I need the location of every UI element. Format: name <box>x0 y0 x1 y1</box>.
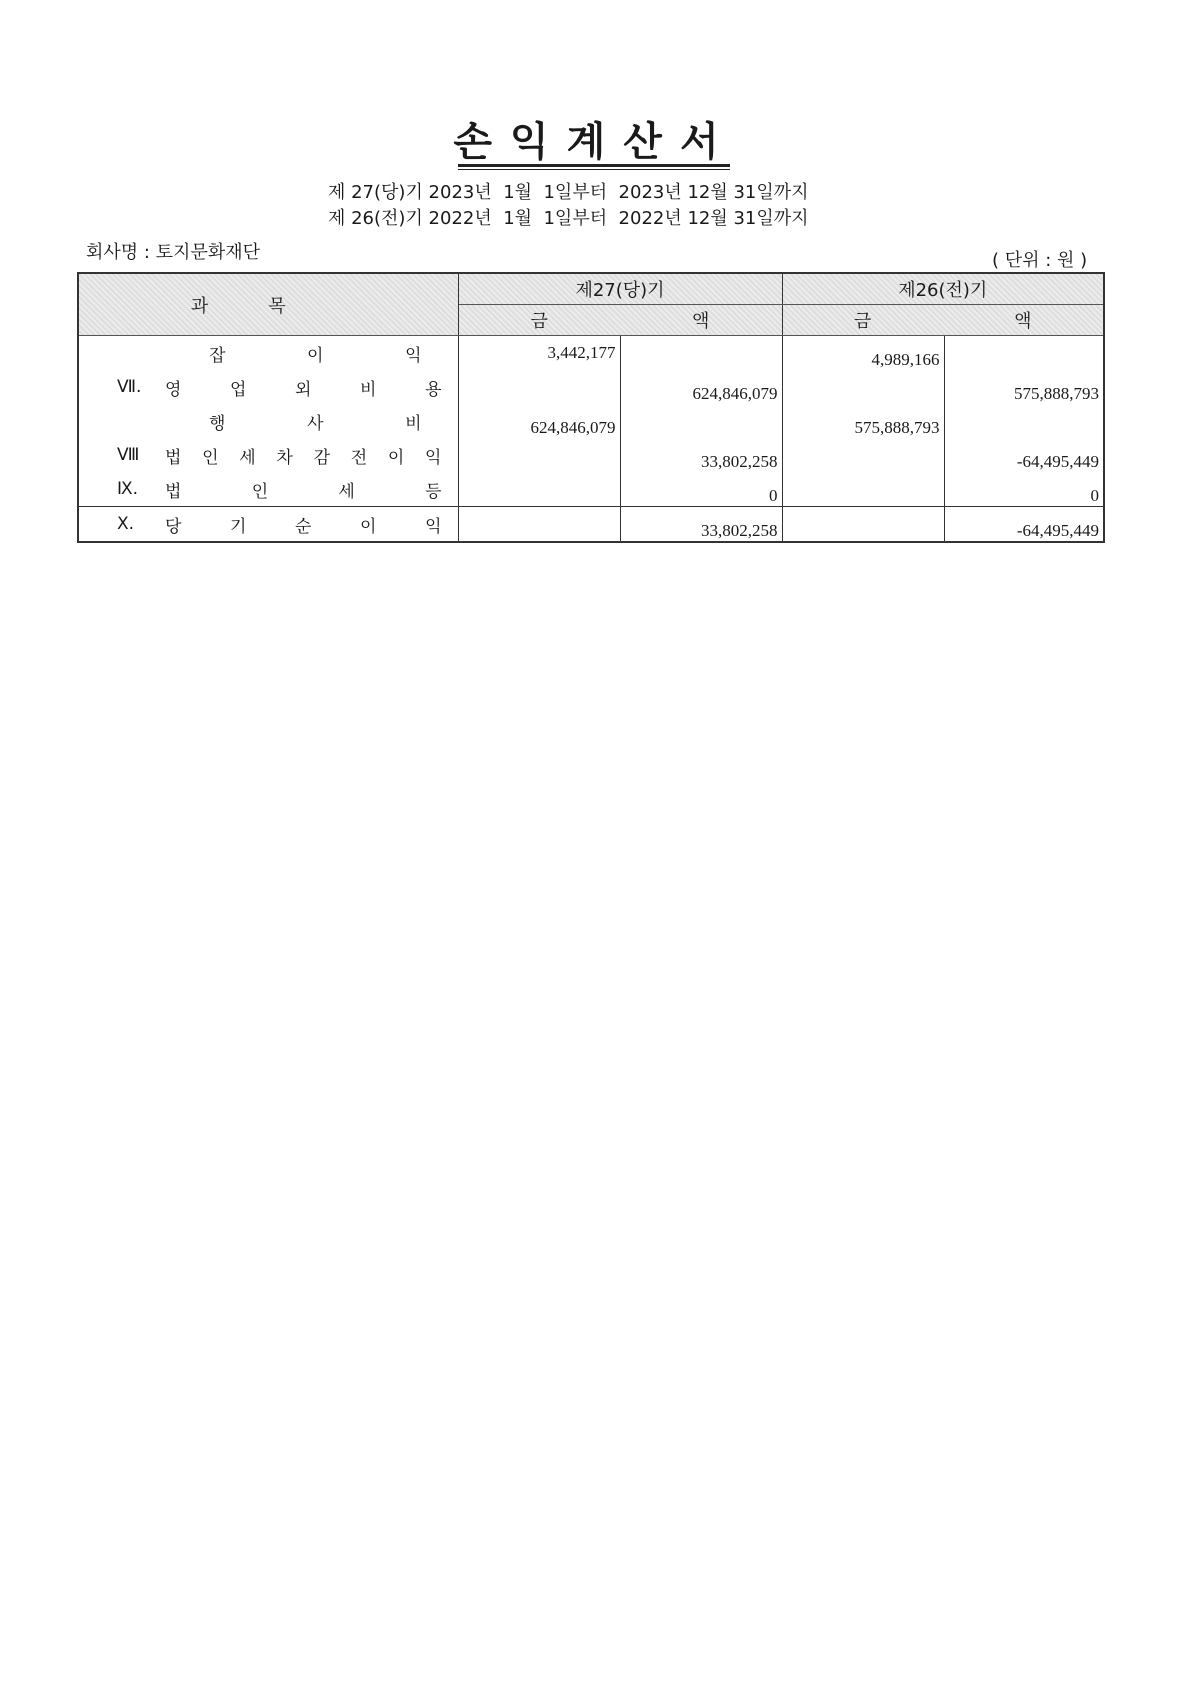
table-row <box>78 336 1104 371</box>
prior-amount-total: -64,495,449 <box>944 438 1104 472</box>
current-amount-total: 33,802,258 <box>620 438 782 472</box>
row-subject-char: 당 <box>165 516 182 537</box>
row-subject-char: 익 <box>425 516 442 537</box>
row-subject-char: 잡 <box>209 345 226 366</box>
header-prior-period: 제26(전)기 <box>782 273 1104 305</box>
row-subject-char: 인 <box>202 447 219 468</box>
row-subject-char: 세 <box>338 481 355 502</box>
unit-label: ( 단위 : 원 ) <box>992 250 1088 271</box>
prior-amount-detail: 575,888,793 <box>782 404 944 438</box>
amount-label-left: 금 <box>853 311 872 332</box>
company-name: 회사명 : 토지문화재단 <box>86 242 260 263</box>
current-amount-detail <box>458 370 620 404</box>
prior-amount-detail: 4,989,166 <box>782 336 944 371</box>
row-subject-char: 익 <box>405 345 422 366</box>
current-amount-total: 624,846,079 <box>620 370 782 404</box>
row-roman-numeral: Ⅷ <box>117 445 145 465</box>
row-subject-char: 등 <box>425 481 442 502</box>
row-subject-char: 익 <box>424 447 442 468</box>
row-subject <box>78 370 458 404</box>
prior-amount-detail <box>782 507 944 543</box>
row-roman-numeral: Ⅸ. <box>117 479 144 499</box>
row-subject <box>78 507 458 543</box>
row-subject-char: 비 <box>405 413 422 434</box>
amount-label-right: 액 <box>692 311 710 332</box>
table-row <box>78 507 1104 543</box>
prior-amount-detail <box>782 438 944 472</box>
period-current: 제 27(당)기 2023년 1월 1일부터 2023년 12월 31일까지 <box>328 182 809 203</box>
row-subject-char: 차 <box>276 447 293 468</box>
period-prior: 제 26(전)기 2022년 1월 1일부터 2022년 12월 31일까지 <box>328 208 809 229</box>
row-subject-char: 기 <box>230 516 247 537</box>
document-title: 손익계산서 <box>453 119 737 165</box>
table-row <box>78 404 1104 438</box>
current-amount-detail <box>458 507 620 543</box>
header-subject: 과목 <box>78 273 458 336</box>
header-current-period: 제27(당)기 <box>458 273 782 305</box>
header-prior-amount <box>782 305 1104 336</box>
table-row <box>78 438 1104 472</box>
amount-label-right: 액 <box>1014 311 1032 332</box>
row-subject <box>78 336 458 371</box>
row-roman-numeral: Ⅹ. <box>117 514 140 534</box>
prior-amount-total <box>944 404 1104 438</box>
row-subject-char: 인 <box>251 481 269 502</box>
table-row <box>78 370 1104 404</box>
row-subject <box>78 438 458 472</box>
row-subject-char: 이 <box>387 447 405 468</box>
row-roman-numeral: Ⅶ. <box>117 377 147 397</box>
row-subject-char: 순 <box>295 516 312 537</box>
row-subject-char: 이 <box>307 345 324 366</box>
prior-amount-detail <box>782 370 944 404</box>
row-subject-char: 용 <box>425 379 442 400</box>
prior-amount-total: 575,888,793 <box>944 370 1104 404</box>
row-subject-char: 전 <box>350 447 368 468</box>
row-subject <box>78 404 458 438</box>
row-subject-char: 법 <box>165 481 182 502</box>
title-underline <box>458 164 730 170</box>
current-amount-detail <box>458 438 620 472</box>
prior-amount-total: 0 <box>944 472 1104 507</box>
row-subject-char: 사 <box>307 413 324 434</box>
current-amount-detail <box>458 472 620 507</box>
prior-amount-detail <box>782 472 944 507</box>
income-statement-table <box>77 272 1105 543</box>
row-subject-char: 감 <box>313 447 330 468</box>
prior-amount-total: -64,495,449 <box>944 507 1104 543</box>
row-subject-char: 업 <box>230 379 247 400</box>
row-subject <box>78 472 458 507</box>
row-subject-char: 행 <box>209 413 226 434</box>
prior-amount-total <box>944 336 1104 371</box>
current-amount-total: 0 <box>620 472 782 507</box>
row-subject-char: 이 <box>360 516 377 537</box>
current-amount-total <box>620 336 782 371</box>
current-amount-total <box>620 404 782 438</box>
current-amount-detail: 624,846,079 <box>458 404 620 438</box>
current-amount-detail: 3,442,177 <box>458 336 620 371</box>
row-subject-char: 외 <box>295 379 312 400</box>
row-subject-char: 비 <box>360 379 377 400</box>
row-subject-char: 법 <box>165 447 182 468</box>
table-row <box>78 472 1104 507</box>
row-subject-char: 세 <box>239 447 256 468</box>
current-amount-total: 33,802,258 <box>620 507 782 543</box>
amount-label-left: 금 <box>530 311 548 332</box>
header-current-amount <box>458 305 782 336</box>
row-subject-char: 영 <box>165 379 182 400</box>
